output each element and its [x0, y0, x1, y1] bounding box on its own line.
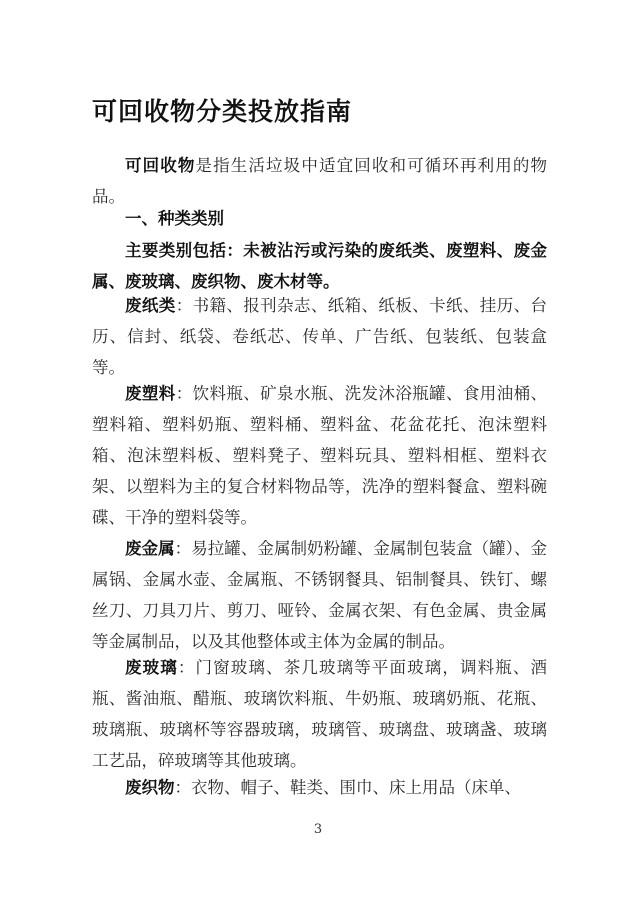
- document-title: 可回收物分类投放指南: [92, 97, 353, 126]
- category-label: 废纸类: [125, 296, 176, 315]
- category-text: ：易拉罐、金属制奶粉罐、金属制包装盒（罐）、金属锅、金属水壶、金属瓶、不锈钢餐具、铝制餐具、铁钉、螺丝刀、刀具刀片、剪刀、哑铃、金属衣架、有色金属、贵金属等金属制品，以及其他整体或主体为金属的制品。: [92, 539, 548, 651]
- category-metal: [92, 533, 547, 657]
- main-categories-paragraph: 主要类别包括：未被沾污或污染的废纸类、废塑料、废金属、废玻璃、废织物、废木材等。: [92, 241, 547, 291]
- category-text: ：衣物、帽子、鞋类、围巾、床上用品（床单、: [174, 778, 521, 797]
- category-label: 废金属: [125, 539, 175, 558]
- category-paper: [92, 290, 547, 383]
- category-plastic: [92, 378, 547, 533]
- category-glass: [92, 652, 547, 776]
- definition-lead: 可回收物: [125, 156, 196, 175]
- category-text: ：书籍、报刊杂志、纸箱、纸板、卡纸、挂历、台历、信封、纸袋、卷纸芯、传单、广告纸、包装纸、包装盒等。: [92, 296, 547, 377]
- section-heading: 一、种类类别: [125, 209, 224, 228]
- category-label: 废织物: [125, 778, 175, 797]
- category-text: ：饮料瓶、矿泉水瓶、洗发沐浴瓶罐、食用油桶、塑料箱、塑料奶瓶、塑料桶、塑料盆、花盆花托、泡沫塑料箱、泡沫塑料板、塑料凳子、塑料玩具、塑料相框、塑料衣架、以塑料为主的复合材料物品等，洗净的塑料餐盒、塑料碗碟、干净的塑料袋等。: [92, 384, 547, 527]
- definition-text: 是指生活垃圾中适宜回收和可循环再利用的物品。: [92, 156, 548, 206]
- category-label: 废玻璃: [125, 658, 178, 677]
- category-textile: [92, 772, 547, 803]
- category-text: ：门窗玻璃、茶几玻璃等平面玻璃，调料瓶、酒瓶、酱油瓶、醋瓶、玻璃饮料瓶、牛奶瓶、玻璃奶瓶、花瓶、玻璃瓶、玻璃杯等容器玻璃，玻璃管、玻璃盘、玻璃盏、玻璃工艺品，碎玻璃等其他玻璃。: [92, 658, 548, 770]
- page-number: 3: [313, 822, 323, 837]
- category-label: 废塑料: [125, 384, 176, 403]
